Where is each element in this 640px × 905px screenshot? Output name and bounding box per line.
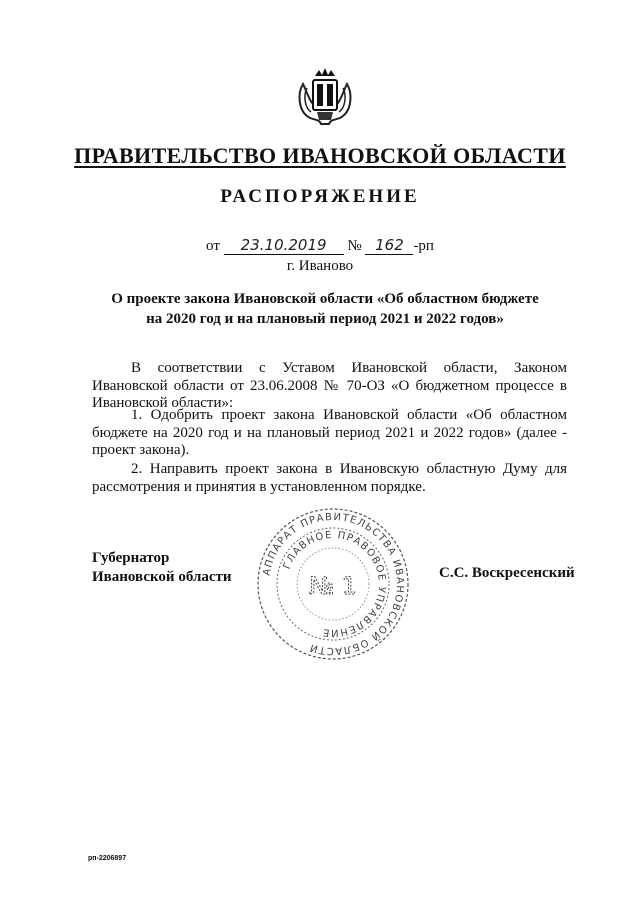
date-number-line bbox=[0, 236, 640, 255]
number-suffix: -рп bbox=[413, 238, 434, 254]
signer-title-line-1: Губернатор bbox=[92, 550, 170, 566]
document-number: 162 bbox=[365, 236, 413, 255]
item-1-paragraph: 1. Одобрить проект закона Ивановской области «Об областном бюджете на 2020 год и на плановый период 2021 и 2022 годов» (далее - проект закона). bbox=[92, 407, 567, 458]
coat-of-arms-icon bbox=[293, 66, 357, 130]
document-id: рп-2206897 bbox=[88, 855, 127, 862]
signer-title-line-2: Ивановской области bbox=[92, 569, 232, 585]
date-prefix: от bbox=[206, 238, 220, 254]
signer-name: С.С. Воскресенский bbox=[439, 565, 575, 581]
official-stamp bbox=[253, 504, 413, 664]
stamp-inner-text: ГЛАВНОЕ ПРАВОВОЕ УПРАВЛЕНИЕ bbox=[281, 529, 388, 639]
document-date: 23.10.2019 bbox=[224, 236, 344, 255]
stamp-outer-text: АППАРАТ ПРАВИТЕЛЬСТВА ИВАНОВСКОЙ ОБЛАСТИ bbox=[261, 511, 406, 657]
organization-title: ПРАВИТЕЛЬСТВО ИВАНОВСКОЙ ОБЛАСТИ bbox=[74, 143, 566, 168]
stamp-center: № 1 bbox=[309, 572, 357, 600]
subject-line-2: на 2020 год и на плановый период 2021 и 2022 годов» bbox=[146, 311, 504, 327]
document-subject bbox=[90, 289, 560, 329]
intro-paragraph: В соответствии с Уставом Ивановской области, Законом Ивановской области от 23.06.2008 № 70-ОЗ «О бюджетном процессе в Ивановской области»: bbox=[92, 360, 567, 411]
city: г. Иваново bbox=[286, 258, 354, 274]
document-type: РАСПОРЯЖЕНИЕ bbox=[220, 186, 420, 207]
number-sign: № bbox=[347, 238, 362, 254]
signer-title bbox=[92, 549, 232, 587]
item-2-paragraph: 2. Направить проект закона в Ивановскую областную Думу для рассмотрения и принятия в установленном порядке. bbox=[92, 461, 567, 495]
subject-line-1: О проекте закона Ивановской области «Об областном бюджете bbox=[111, 291, 539, 307]
